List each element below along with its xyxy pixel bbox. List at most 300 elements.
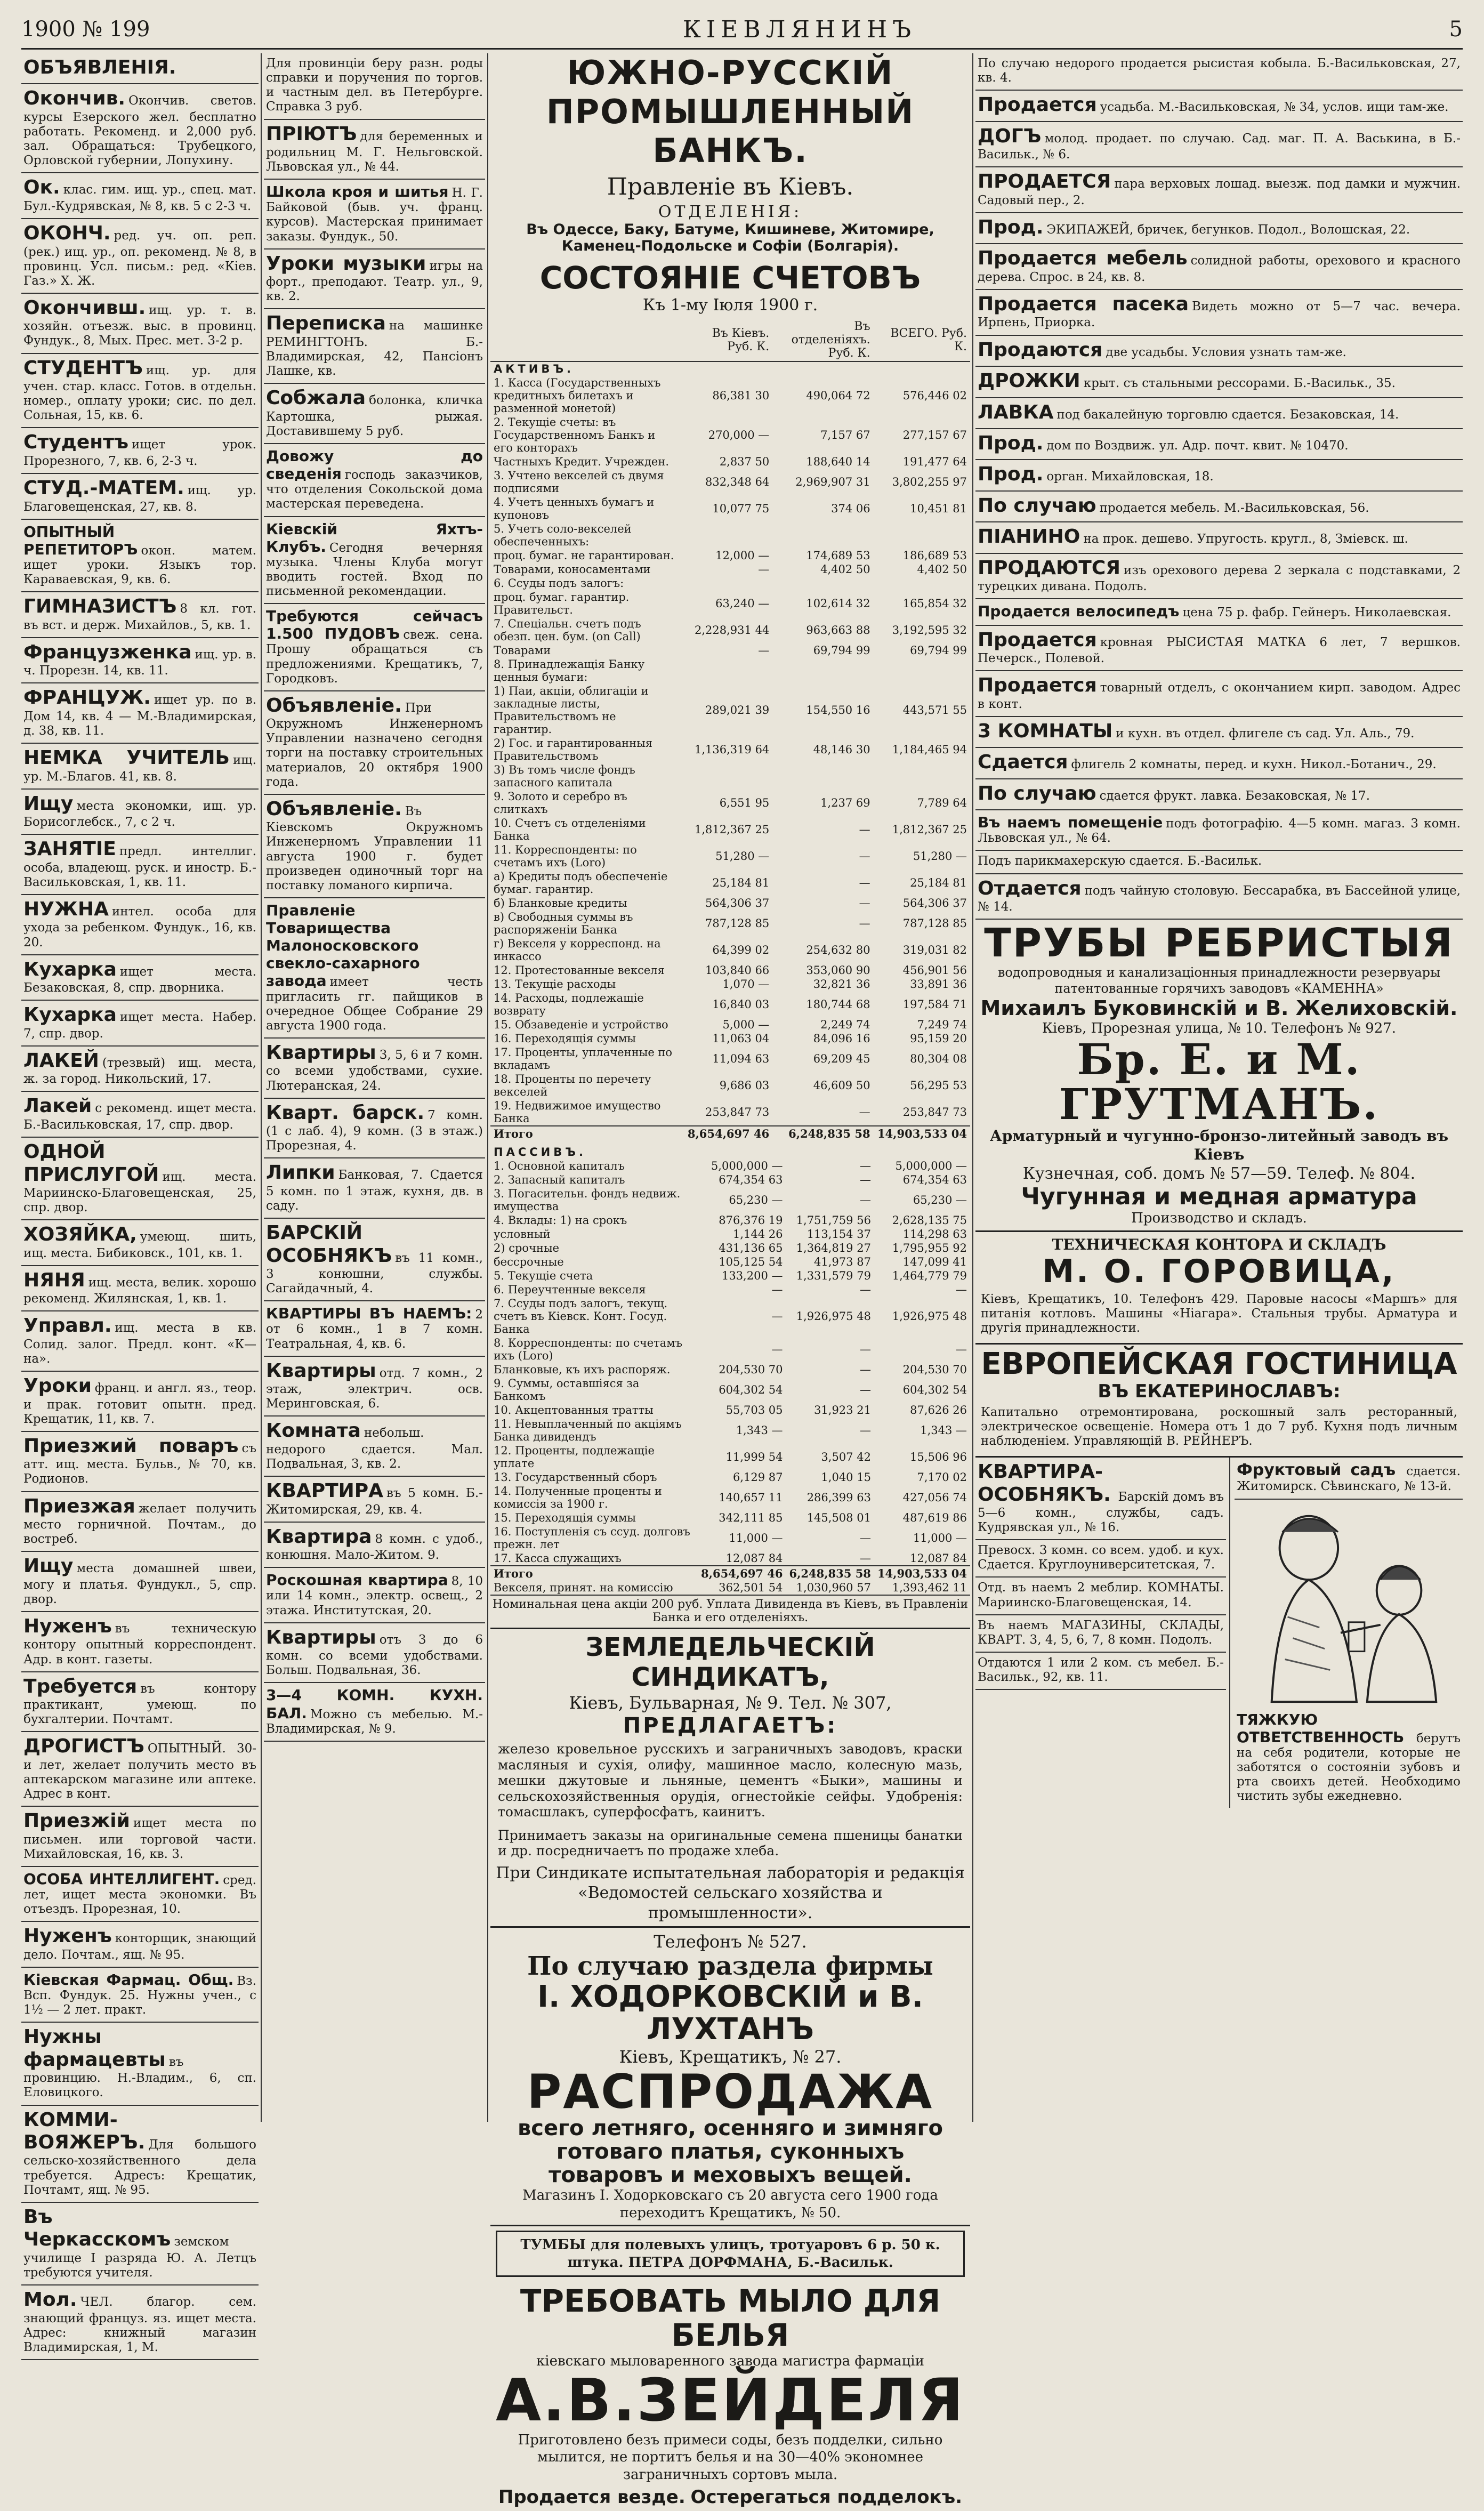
col-header <box>490 319 680 361</box>
ledger-amount <box>680 522 773 549</box>
ledger-row <box>490 455 970 469</box>
ad-text: сред. лет, ищет места экономки. Въ отъездъ. Прорезная, 10. <box>23 1873 256 1917</box>
ledger-amount: 154,550 16 <box>806 704 870 717</box>
ledger-row <box>490 736 970 763</box>
ad-keyword: ФРАНЦУЖ. <box>23 687 151 709</box>
soap-sale: Продается везде. <box>498 2486 685 2508</box>
ad-text: ищ. ур. Благовещенская, 27, кв. 8. <box>23 484 256 514</box>
ledger-amount <box>772 763 873 790</box>
ad-keyword: Студентъ <box>23 431 129 454</box>
ledger-amount: 3,507 42 <box>821 1451 871 1463</box>
ledger-row <box>490 1470 970 1484</box>
ad-text: молод. продает. по случаю. Сад. маг. П. А. Васькина, в Б.-Васильк., № 6. <box>978 131 1461 162</box>
ledger-amount: 456,901 56 <box>902 964 967 977</box>
syndicate-lab: При Синдикате испытательная лабораторія и редакція «Ведомостей сельскаго хозяйства и промышленности». <box>496 1863 965 1922</box>
ledger-amount: 11,063 04 <box>712 1032 770 1045</box>
classified-ad <box>264 517 485 605</box>
classified-ad <box>264 1301 485 1356</box>
ledger-amount: 56,295 53 <box>910 1079 967 1092</box>
classified-ad <box>21 173 259 219</box>
ad-keyword: Продается мебель <box>978 247 1188 270</box>
classified-ad <box>975 429 1463 460</box>
ledger-amount: 254,632 80 <box>806 944 870 956</box>
classified-ad <box>21 1672 259 1733</box>
ledger-item: 6. Переучтенные векселя <box>494 1283 646 1296</box>
fruit-and-illustration <box>1230 1458 1463 1808</box>
ledger-amount: 674,354 63 <box>719 1173 783 1186</box>
hotel-text: Капитально отремонтирована, роскошный залъ ресторанный, электрическое освещеніе. Номера отъ 1 до 7 руб. Кухня подъ личным наблюденіем. Управляющій В. РЕЙНЕРЪ. <box>981 1405 1457 1448</box>
ad-keyword: Ок. <box>23 176 60 199</box>
classified-ad <box>21 53 259 84</box>
classified-ad <box>21 2023 259 2105</box>
classified-ad <box>21 1492 259 1552</box>
ledger-amount: 7,789 64 <box>917 796 967 809</box>
ledger-row <box>490 1566 970 1581</box>
ledger-row <box>490 1126 970 1141</box>
ad-keyword: ЗАНЯТІЕ <box>23 838 116 860</box>
ad-keyword: По случаю <box>978 494 1096 517</box>
ledger-amount: 16,840 03 <box>712 998 770 1011</box>
ledger-item: 14. Расходы, подлежащіе возврату <box>494 992 644 1017</box>
ledger-item: бессрочные <box>494 1256 564 1268</box>
classified-ad <box>975 336 1463 367</box>
ledger-amount: 289,021 39 <box>705 704 770 717</box>
ledger-item: 6. Ссуды подъ залогъ: <box>494 577 624 590</box>
ad-text: конторщик, знающий дело. Почтам., ящ. № 95. <box>23 1931 256 1962</box>
ledger-amount: 63,240 — <box>715 597 770 610</box>
ad-keyword: Кіевскій Яхтъ-Клубъ. <box>266 520 483 556</box>
classified-ad <box>21 1311 259 1372</box>
ledger-amount: 145,508 01 <box>806 1511 871 1524</box>
ledger-item: 3) Въ томъ числе фондъ запасного капитала <box>494 763 635 789</box>
ledger-amount: 1,812,367 25 <box>695 823 770 836</box>
ad-keyword: 3—4 КОМН. КУХН. БАЛ. <box>266 1686 483 1722</box>
pipes-sub: водопроводныя и канализаціонныя принадлежности резервуары патентованные горячихъ заводовъ «КАМЕННА» <box>997 964 1441 996</box>
soap-name: А.В.ЗЕЙДЕЛЯ <box>496 2366 965 2435</box>
ad-keyword: НУЖНА <box>23 898 109 920</box>
ledger-amount: 33,891 36 <box>910 978 967 991</box>
classified-ad <box>21 790 259 835</box>
ledger-amount: — <box>859 897 870 910</box>
ledger-item: 8. Корреспонденты: по счетамъ ихъ (Loro) <box>494 1337 682 1362</box>
ledger-amount: 604,302 54 <box>719 1383 783 1396</box>
rent-column <box>975 1458 1230 1808</box>
classified-ad <box>975 290 1463 336</box>
ledger-item: 2. Запасный капиталъ <box>494 1173 625 1186</box>
ledger-row <box>490 1417 970 1444</box>
ad-keyword: ОКОНЧ. <box>23 222 111 245</box>
classified-ad <box>975 810 1463 851</box>
bank-statement <box>490 53 970 1629</box>
classified-ad <box>975 748 1463 779</box>
ledger-amount: 105,125 54 <box>719 1256 783 1268</box>
ledger-amount: 1,136,319 64 <box>695 743 770 756</box>
ad-text: желает получить место горничной. Почтам., до востреб. <box>23 1501 256 1547</box>
classified-ad <box>975 626 1463 672</box>
ledger-amount: — <box>859 1552 871 1565</box>
ad-text: с рекоменд. ищет места. Б.-Васильковская, 17, спр. двор. <box>23 1101 256 1132</box>
ledger-item: 10. Акцептованныя тратты <box>494 1404 654 1417</box>
ledger-row <box>490 1484 970 1511</box>
ad-keyword: СТУД.-МАТЕМ. <box>23 477 184 500</box>
ad-text: ищ. ур. т. в. хозяйн. отъезж. выс. в провинц. Фундук., 8, Мых. Прес. мет. 3-2 р. <box>23 303 256 348</box>
ledger-amount: 51,280 — <box>913 850 967 863</box>
classified-ad <box>21 520 259 593</box>
syndicate-offers: ПРЕДЛАГАЕТЪ: <box>623 1713 838 1738</box>
ledger-amount: 48,146 30 <box>813 743 870 756</box>
soap-text: Приготовлено безъ примеси соды, безъ подделки, сильно мылится, не портитъ белья и на 30—40% экономнее заграничныхъ сортовъ мыла. <box>518 2432 943 2483</box>
ad-keyword: КВАРТИРА <box>266 1480 384 1502</box>
ledger-row <box>490 937 970 963</box>
ad-text: 8 комн. с удоб., конюшня. Мало-Житом. 9. <box>266 1532 483 1563</box>
ad-text: ищет места по письмен. или торговой части. Михайловская, 16, кв. 3. <box>23 1816 256 1861</box>
ad-keyword: Сдается <box>978 751 1068 774</box>
ad-text: ищ. ур. для учен. стар. класс. Готов. в отдельн. номер., оплату уроки; сис. по дел. Сольная, 15, кв. 6. <box>23 363 256 423</box>
ad-text: изъ орехового дерева 2 зеркала с подставками, 2 турецких дивана. Подолъ. <box>978 563 1461 594</box>
ad-keyword: Прод. <box>978 463 1044 486</box>
classified-ad <box>975 460 1463 491</box>
ledger-amount: 6,248,835 58 <box>786 1566 874 1581</box>
ad-keyword: Кварт. барск. <box>266 1101 425 1124</box>
ad-text: ЭКИПАЖЕЙ, бричек, бегунков. Подол., Волошская, 22. <box>1046 222 1410 237</box>
ledger-amount: 191,477 64 <box>902 455 967 468</box>
tumby-ad <box>496 2231 965 2277</box>
ad-text: Въ Кіевскомъ Окружномъ Инженерномъ Управлении 11 августа 1900 г. будет произведен одиночный торг на поставку ломаного кирпича. <box>266 804 483 892</box>
pipes-address: Кіевъ, Прорезная улица, № 10. Телефонъ № 927. <box>1042 1020 1397 1036</box>
ledger-item: 1) Паи, акціи, облигаціи и закладные листы, Правительствомъ не гарантир. <box>494 685 649 736</box>
ad-keyword: Собжала <box>266 387 366 409</box>
ledger-item: 17. Касса служащихъ <box>494 1552 622 1565</box>
ledger-row <box>490 1018 970 1032</box>
ledger-amount: 174,689 53 <box>806 549 870 562</box>
ledger-amount: 604,302 54 <box>902 1383 967 1396</box>
bank-branches: Въ Одессе, Баку, Батуме, Кишиневе, Житомире, Каменец-Подольске и Софіи (Болгарія). <box>526 221 934 254</box>
ad-text: ищет ур. по в. Дом 14, кв. 4 — М.-Владимирская, д. 38, кв. 11. <box>23 693 256 738</box>
ledger-row <box>490 522 970 549</box>
classified-ad <box>21 2285 259 2360</box>
ad-keyword: Квартиры <box>266 1041 376 1064</box>
grutman-title: Бр. Е. и М. ГРУТМАНЪ. <box>1059 1034 1380 1130</box>
ledger-amount: 7,170 02 <box>917 1471 967 1484</box>
ad-keyword: Кухарка <box>23 958 117 980</box>
liabilities-table <box>490 1145 970 1595</box>
classified-ad <box>264 795 485 898</box>
classified-ad <box>21 1372 259 1432</box>
ledger-row <box>490 562 970 576</box>
ledger-row <box>490 991 970 1018</box>
classified-ad <box>21 1968 259 2023</box>
ad-text: отд. 7 комн., 2 этаж, электрич. осв. Меринговская, 6. <box>266 1366 483 1411</box>
classified-ad <box>264 1623 485 1684</box>
statement-date: Къ 1-му Іюля 1900 г. <box>642 296 818 315</box>
classified-ad <box>21 1047 259 1092</box>
ledger-amount: — <box>859 876 870 889</box>
classified-ad <box>975 492 1463 522</box>
ledger-amount: 51,280 — <box>715 850 770 863</box>
ad-text: игры на форт., преподают. Театр. ул., 9, кв. 2. <box>266 259 483 304</box>
ledger-amount: 1,364,819 27 <box>796 1242 871 1254</box>
ledger-item: 7. Ссуды подъ залогъ, текущ. счетъ въ Кіевск. Конт. Госуд. Банка <box>494 1297 668 1335</box>
classified-ad <box>264 1568 485 1623</box>
ad-keyword: Приезжій <box>23 1810 130 1832</box>
bank-branches-label: ОТДЕЛЕНІЯ: <box>658 203 803 221</box>
ad-text: Для провинціи беру разн. роды справки и поручения по торгов. и частным дел. въ Петербурге. Справка 3 руб. <box>266 57 483 114</box>
ad-keyword: Приезжая <box>23 1495 135 1517</box>
classified-ad <box>21 84 259 173</box>
ad-keyword: КОММИ-ВОЯЖЕРЪ. <box>23 2108 146 2153</box>
column-rule <box>487 53 488 2122</box>
ad-text: въ 11 комн., 3 конюшни, службы. Сагайдачный, 4. <box>266 1251 483 1296</box>
ledger-amount: — <box>758 644 770 657</box>
ledger-item: 19. Недвижимое имущество Банка <box>494 1099 661 1125</box>
ledger-amount: 87,626 26 <box>910 1404 967 1417</box>
ledger-amount: 10,451 81 <box>910 502 967 515</box>
ad-keyword: НЯНЯ <box>23 1269 85 1291</box>
ledger-amount: 787,128 85 <box>902 917 967 930</box>
ledger-amount: 1,237 69 <box>820 796 870 809</box>
classified-ad <box>264 1099 485 1159</box>
rent-ad: Превосх. 3 комн. со всем. удоб. и кух. Сдается. Круглоуниверситетская, 7. <box>975 1540 1226 1578</box>
ad-text: орган. Михайловская, 18. <box>1046 470 1214 484</box>
classified-ad <box>21 1220 259 1266</box>
ad-keyword: Правленіе Товарищества Малоносковского свекло-сахарного завода <box>266 901 420 990</box>
syndicate-address: Кіевъ, Бульварная, № 9. Тел. № 307, <box>569 1693 892 1713</box>
ledger-amount: — <box>771 1283 783 1296</box>
ledger-amount: 1,751,759 56 <box>796 1214 871 1227</box>
ledger-item: 11. Невыплаченный по акціямъ Банка дивидендъ <box>494 1418 682 1443</box>
ledger-row <box>490 1377 970 1403</box>
ledger-amount: — <box>859 1532 871 1544</box>
issue-number: 1900 № 199 <box>21 17 150 42</box>
ledger-row <box>490 1072 970 1099</box>
sale-phone: Телефонъ № 527. <box>654 1931 807 1952</box>
ad-keyword: Продается пасека <box>978 293 1189 315</box>
ledger-amount: 12,000 — <box>715 549 770 562</box>
ledger-amount: 12,087 84 <box>910 1552 967 1565</box>
ad-keyword: ЛАКЕЙ <box>23 1049 99 1072</box>
ad-text: имеет честь пригласить гг. пайщиков в очередное Общее Собрание 29 августа 1900 года. <box>266 975 483 1033</box>
ad-text: две усадьбы. Условия узнать там-же. <box>1106 345 1346 359</box>
ledger-item: 8. Принадлежащія Банку ценныя бумаги: <box>494 658 645 683</box>
page-number: 5 <box>1449 17 1463 42</box>
ledger-item: 3. Учтено векселей съ двумя подписями <box>494 469 664 495</box>
ad-keyword: ДРОГИСТЪ <box>23 1735 144 1758</box>
classified-ad <box>21 1092 259 1138</box>
ledger-amount: 186,689 53 <box>902 549 967 562</box>
classified-ad <box>264 1683 485 1741</box>
ledger-amount: 11,000 — <box>729 1532 783 1544</box>
classified-ad <box>264 1523 485 1568</box>
ad-keyword: ОСОБА ИНТЕЛЛИГЕНТ. <box>23 1870 220 1888</box>
ad-keyword: Продается <box>978 674 1097 697</box>
ad-keyword: 3 КОМНАТЫ <box>978 720 1113 742</box>
ledger-amount: — <box>859 850 870 863</box>
ad-text: По случаю недорого продается рысистая кобыла. Б.-Васильковская, 27, кв. 4. <box>978 57 1461 85</box>
ledger-amount: 55,703 05 <box>725 1404 783 1417</box>
classified-ad <box>975 122 1463 168</box>
classified-ad <box>21 219 259 294</box>
ad-text: пара верховых лошад. выезж. под дамки и мужчин. Садовый пер., 2. <box>978 177 1461 207</box>
ledger-row <box>490 684 970 736</box>
ledger-amount: 6,551 95 <box>719 796 770 809</box>
ad-text: въ 5 комн. Б.-Житомирская, 29, кв. 4. <box>266 1486 483 1517</box>
ad-text: 2 от 6 комн., 1 в 7 комн. Театральная, 4, кв. 6. <box>266 1308 483 1351</box>
ad-keyword: Кухарка <box>23 1004 117 1026</box>
ledger-item: 14. Полученные проценты и комиссія за 1900 г. <box>494 1485 662 1510</box>
rent-ad: Въ наемъ МАГАЗИНЫ, СКЛАДЫ, КВАРТ. 3, 4, 5, 6, 7, 8 комн. Подолъ. <box>975 1615 1226 1653</box>
ledger-amount: 32,821 36 <box>813 978 870 991</box>
ad-keyword: ПРІЮТЪ <box>266 123 357 145</box>
running-header <box>21 11 1463 50</box>
ledger-amount <box>772 576 873 590</box>
ad-keyword: Квартиры <box>266 1359 376 1382</box>
ad-keyword: Окончив. <box>23 87 126 110</box>
ad-keyword: СТУДЕНТЪ <box>23 357 143 379</box>
section-label: ПАССИВЪ. <box>494 1146 586 1158</box>
masthead: КІЕВЛЯНИНЪ <box>682 15 917 43</box>
ledger-row <box>490 1173 970 1187</box>
ledger-row <box>490 896 970 910</box>
classifieds-column-a <box>21 53 259 2354</box>
ledger-item: 2. Текущіе счеты: въ Государственномъ Банкъ и его конторахъ <box>494 416 656 454</box>
ledger-amount: 14,903,533 04 <box>874 1566 970 1581</box>
ad-text: При Окружномъ Инженерномъ Управлении назначено сегодня торги на поставку строительных материалов, 20 октября 1900 года. <box>266 701 483 789</box>
sale-note: Магазинъ І. Ходорковскаго съ 20 августа сего 1900 года переходитъ Крещатикъ, № 50. <box>522 2187 938 2221</box>
ledger-item: 15. Обзаведеніе и устройство <box>494 1018 668 1031</box>
ad-keyword: Квартиры <box>266 1626 376 1648</box>
classified-ad <box>21 1807 259 1867</box>
ledger-row <box>490 843 970 870</box>
ledger-amount: 69,794 99 <box>813 644 870 657</box>
syndicate-orders: Принимаетъ заказы на оригинальные семена пшеницы банатки и др. посредничаетъ по продаже хлеба. <box>498 1827 963 1858</box>
classified-ad <box>21 683 259 744</box>
classified-ad <box>21 474 259 520</box>
ledger-amount: 1,812,367 25 <box>892 823 967 836</box>
ledger-item: 17. Проценты, уплаченные по вкладамъ <box>494 1046 673 1072</box>
ad-text: и кухн. въ отдел. флигеле съ сад. Ул. Аль., 79. <box>1116 726 1415 741</box>
ledger-amount <box>874 522 970 549</box>
ledger-amount: 12,087 84 <box>725 1552 783 1565</box>
ledger-amount: 1,926,975 48 <box>892 1310 967 1323</box>
ad-text: ищ. места, велик. хорошо рекоменд. Жилянская, 1, кв. 1. <box>23 1275 256 1306</box>
ledger-amount: 69,209 45 <box>813 1052 870 1065</box>
ledger-amount: 270,000 — <box>708 429 770 441</box>
ledger-row <box>490 870 970 896</box>
ad-text: ищ. места в кв. Солид. залог. Предл. конт. «К—на». <box>23 1321 256 1366</box>
ledger-amount: 253,847 73 <box>902 1106 967 1118</box>
ad-text: крыт. съ стальными рессорами. Б.-Васильк., 35. <box>1083 376 1396 391</box>
ad-keyword: Довожу до сведенія <box>266 447 483 483</box>
classified-ad <box>21 1552 259 1612</box>
classified-ad <box>21 1732 259 1807</box>
ad-keyword: Уроки <box>23 1375 92 1397</box>
rent-ad: Отд. въ наемъ 2 меблир. КОМНАТЫ. Мариинско-Благовещенская, 14. <box>975 1578 1226 1615</box>
ledger-row <box>490 1297 970 1336</box>
classified-ad <box>264 250 485 310</box>
ad-keyword: БАРСКІЙ ОСОБНЯКЪ <box>266 1222 392 1267</box>
ledger-amount: 147,099 41 <box>902 1256 967 1268</box>
mansion-text: Барскій домъ въ 5—6 комн., службы, садъ. Кудрявская ул., № 16. <box>978 1490 1224 1535</box>
ledger-item: 13. Государственный сборъ <box>494 1471 657 1484</box>
ledger-item: Товарами, коносаментами <box>494 563 651 576</box>
ad-text: ищет урок. Прорезного, 7, кв. 6, 2-3 ч. <box>23 438 256 468</box>
ledger-item: Товарами <box>494 644 551 657</box>
ad-keyword: Требуется <box>23 1675 138 1697</box>
ledger-row <box>490 376 970 415</box>
ledger-row <box>490 1227 970 1241</box>
classified-ad <box>21 895 259 955</box>
ad-keyword: ЛАВКА <box>978 401 1054 423</box>
ledger-amount: — <box>859 823 870 836</box>
ledger-item: 7. Спеціальн. счетъ подъ обезп. цен. бум. (on Call) <box>494 617 641 643</box>
ledger-row <box>490 1581 970 1595</box>
ad-keyword: Нуженъ <box>23 1925 112 1947</box>
ledger-row <box>490 617 970 643</box>
ledger-amount: 5,000,000 — <box>711 1160 783 1172</box>
ledger-amount: 286,399 63 <box>806 1491 871 1504</box>
pipes-rep: Михаилъ Буковинскій и В. Желиховскій. <box>980 996 1458 1020</box>
ad-text: дом по Воздвиж. ул. Адр. почт. квит. № 10470. <box>1046 438 1349 453</box>
ledger-amount: 204,530 70 <box>719 1363 783 1376</box>
ad-keyword: ХОЗЯЙКА, <box>23 1224 137 1246</box>
assets-table <box>490 319 970 1141</box>
ad-text: ред. уч. оп. реп. (рек.) ищ. ур., оп. рекоменд. № 8, в провинц. Усл. письм.: ред. «Кіев. Газ.» X. Ж. <box>23 229 256 288</box>
ad-keyword: Продаются <box>978 339 1103 361</box>
ledger-amount: 133,200 — <box>721 1269 783 1282</box>
ad-text: на прок. дешево. Упругость. кругл., 8, Зміевск. ш. <box>1083 532 1408 546</box>
classified-ad <box>264 444 485 517</box>
ledger-row <box>490 1187 970 1213</box>
responsibility-ad <box>1235 1708 1463 1808</box>
ledger-amount: 342,111 85 <box>719 1511 783 1524</box>
ad-keyword: ДРОЖКИ <box>978 370 1080 392</box>
ledger-amount <box>874 576 970 590</box>
ad-text: цена 75 р. фабр. Гейнеръ. Николаевская. <box>1182 606 1451 620</box>
classified-ad <box>21 592 259 638</box>
ledger-amount: 2,249 74 <box>820 1018 870 1031</box>
classified-ad <box>264 120 485 180</box>
ledger-item: 16. Поступленія съ ссуд. долговъ прежн. лет <box>494 1525 690 1551</box>
ledger-amount: 431,136 65 <box>719 1242 783 1254</box>
ad-keyword: Школа кроя и шитья <box>266 183 449 201</box>
ad-keyword: Ищу <box>23 1555 74 1578</box>
ledger-item: 11. Корреспонденты: по счетамъ ихъ (Loro) <box>494 843 637 869</box>
soap-ad <box>490 2281 970 2511</box>
fruit-keyword: Фруктовый садъ <box>1237 1461 1396 1480</box>
ad-text: въ техническую контору опытный корреспондент. Адр. в конт. газеты. <box>23 1622 256 1667</box>
ad-text: Н. Г. Байковой (быв. уч. франц. курсов). Мастерская принимает заказы. Фундук., 50. <box>266 186 483 244</box>
ledger-amount: 1,030,960 57 <box>796 1581 871 1594</box>
ad-keyword: ГИМНАЗИСТЪ <box>23 595 177 618</box>
ledger-row <box>490 816 970 843</box>
ledger-amount: 188,640 14 <box>806 455 870 468</box>
ledger-amount: 65,230 — <box>729 1194 783 1206</box>
ledger-amount: 165,854 32 <box>902 597 967 610</box>
ledger-amount: — <box>859 1424 871 1437</box>
ad-text: места домашней швеи, могу и платья. Фундукл., 5, спр. двор. <box>23 1562 256 1606</box>
classified-ad <box>264 1477 485 1523</box>
hotel-city: ВЪ ЕКАТЕРИНОСЛАВЪ: <box>1098 1380 1341 1402</box>
ad-text: подъ фотографію. 4—5 комн. магаз. 3 комн. Львовская ул., № 64. <box>978 817 1461 846</box>
ledger-amount: 1,144 26 <box>732 1228 783 1241</box>
ledger-row <box>490 1032 970 1045</box>
ledger-item: 2) срочные <box>494 1242 560 1254</box>
ad-keyword: Прод. <box>978 216 1044 238</box>
classified-ad <box>21 744 259 790</box>
ledger-amount: 2,837 50 <box>719 455 770 468</box>
ad-text: подъ чайную столовую. Бессарабка, въ Бассейной улице, № 14. <box>978 883 1461 914</box>
ledger-amount: 564,306 37 <box>902 897 967 910</box>
